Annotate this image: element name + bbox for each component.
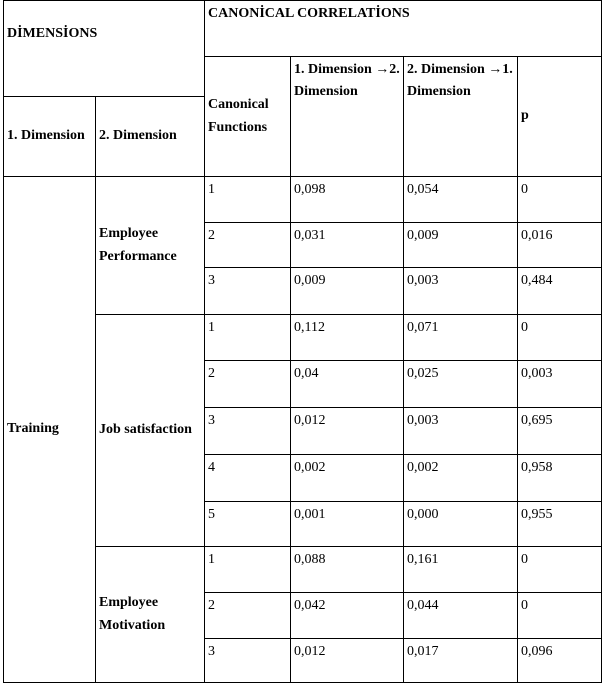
dim1-to-dim2-cell: 0,098 [291, 177, 404, 223]
dim2-to-dim1-cell: 0,054 [404, 177, 518, 223]
function-cell: 2 [205, 223, 291, 268]
function-cell: 1 [205, 547, 291, 593]
dimensions-header: DİMENSİONS [4, 1, 205, 97]
canonical-functions-header: Canonical Functions [205, 57, 291, 177]
p-cell: 0,096 [518, 639, 602, 683]
dim1-to-dim2-cell: 0,012 [291, 639, 404, 683]
dim1-to-dim2-cell: 0,031 [291, 223, 404, 268]
p-cell: 0 [518, 593, 602, 639]
function-cell: 3 [205, 268, 291, 315]
p-cell: 0,695 [518, 408, 602, 455]
main-dimension-cell: Training [4, 177, 96, 683]
dim1-to-dim2-cell: 0,012 [291, 408, 404, 455]
p-header: p [518, 57, 602, 177]
canonical-correlations-header: CANONİCAL CORRELATİONS [205, 1, 602, 57]
dim1-to-dim2-cell: 0,001 [291, 502, 404, 547]
dim2-to-dim1-cell: 0,071 [404, 315, 518, 361]
function-cell: 2 [205, 361, 291, 408]
p-cell: 0,003 [518, 361, 602, 408]
group-name: Employee Motivation [96, 547, 205, 683]
p-cell: 0,958 [518, 455, 602, 502]
dim1-to-dim2-cell: 0,009 [291, 268, 404, 315]
p-cell: 0,484 [518, 268, 602, 315]
dim1-to-dim2-cell: 0,088 [291, 547, 404, 593]
dim2-to-dim1-cell: 0,000 [404, 502, 518, 547]
p-cell: 0,955 [518, 502, 602, 547]
dim2-to-dim1-cell: 0,002 [404, 455, 518, 502]
canonical-correlations-table [3, 0, 602, 683]
dim1-to-dim2-cell: 0,002 [291, 455, 404, 502]
function-cell: 1 [205, 177, 291, 223]
dim2-to-dim1-cell: 0,003 [404, 268, 518, 315]
p-cell: 0 [518, 177, 602, 223]
function-cell: 1 [205, 315, 291, 361]
dim1-to-dim2-cell: 0,112 [291, 315, 404, 361]
dim1-to-dim2-cell: 0,04 [291, 361, 404, 408]
dim2-to-dim1-header: 2. Dimension →1. Dimension [404, 57, 518, 177]
p-cell: 0,016 [518, 223, 602, 268]
function-cell: 4 [205, 455, 291, 502]
dim2-to-dim1-cell: 0,161 [404, 547, 518, 593]
dim2-to-dim1-cell: 0,044 [404, 593, 518, 639]
function-cell: 2 [205, 593, 291, 639]
p-cell: 0 [518, 315, 602, 361]
group-name: Employee Performance [96, 177, 205, 315]
dim2-to-dim1-cell: 0,017 [404, 639, 518, 683]
dim2-to-dim1-cell: 0,003 [404, 408, 518, 455]
dim1-to-dim2-header: 1. Dimension →2. Dimension [291, 57, 404, 177]
function-cell: 3 [205, 639, 291, 683]
dimension1-header: 1. Dimension [4, 97, 96, 177]
p-cell: 0 [518, 547, 602, 593]
dim2-to-dim1-cell: 0,025 [404, 361, 518, 408]
group-name: Job satisfaction [96, 315, 205, 547]
dimension2-header: 2. Dimension [96, 97, 205, 177]
function-cell: 5 [205, 502, 291, 547]
dim2-to-dim1-cell: 0,009 [404, 223, 518, 268]
function-cell: 3 [205, 408, 291, 455]
dim1-to-dim2-cell: 0,042 [291, 593, 404, 639]
